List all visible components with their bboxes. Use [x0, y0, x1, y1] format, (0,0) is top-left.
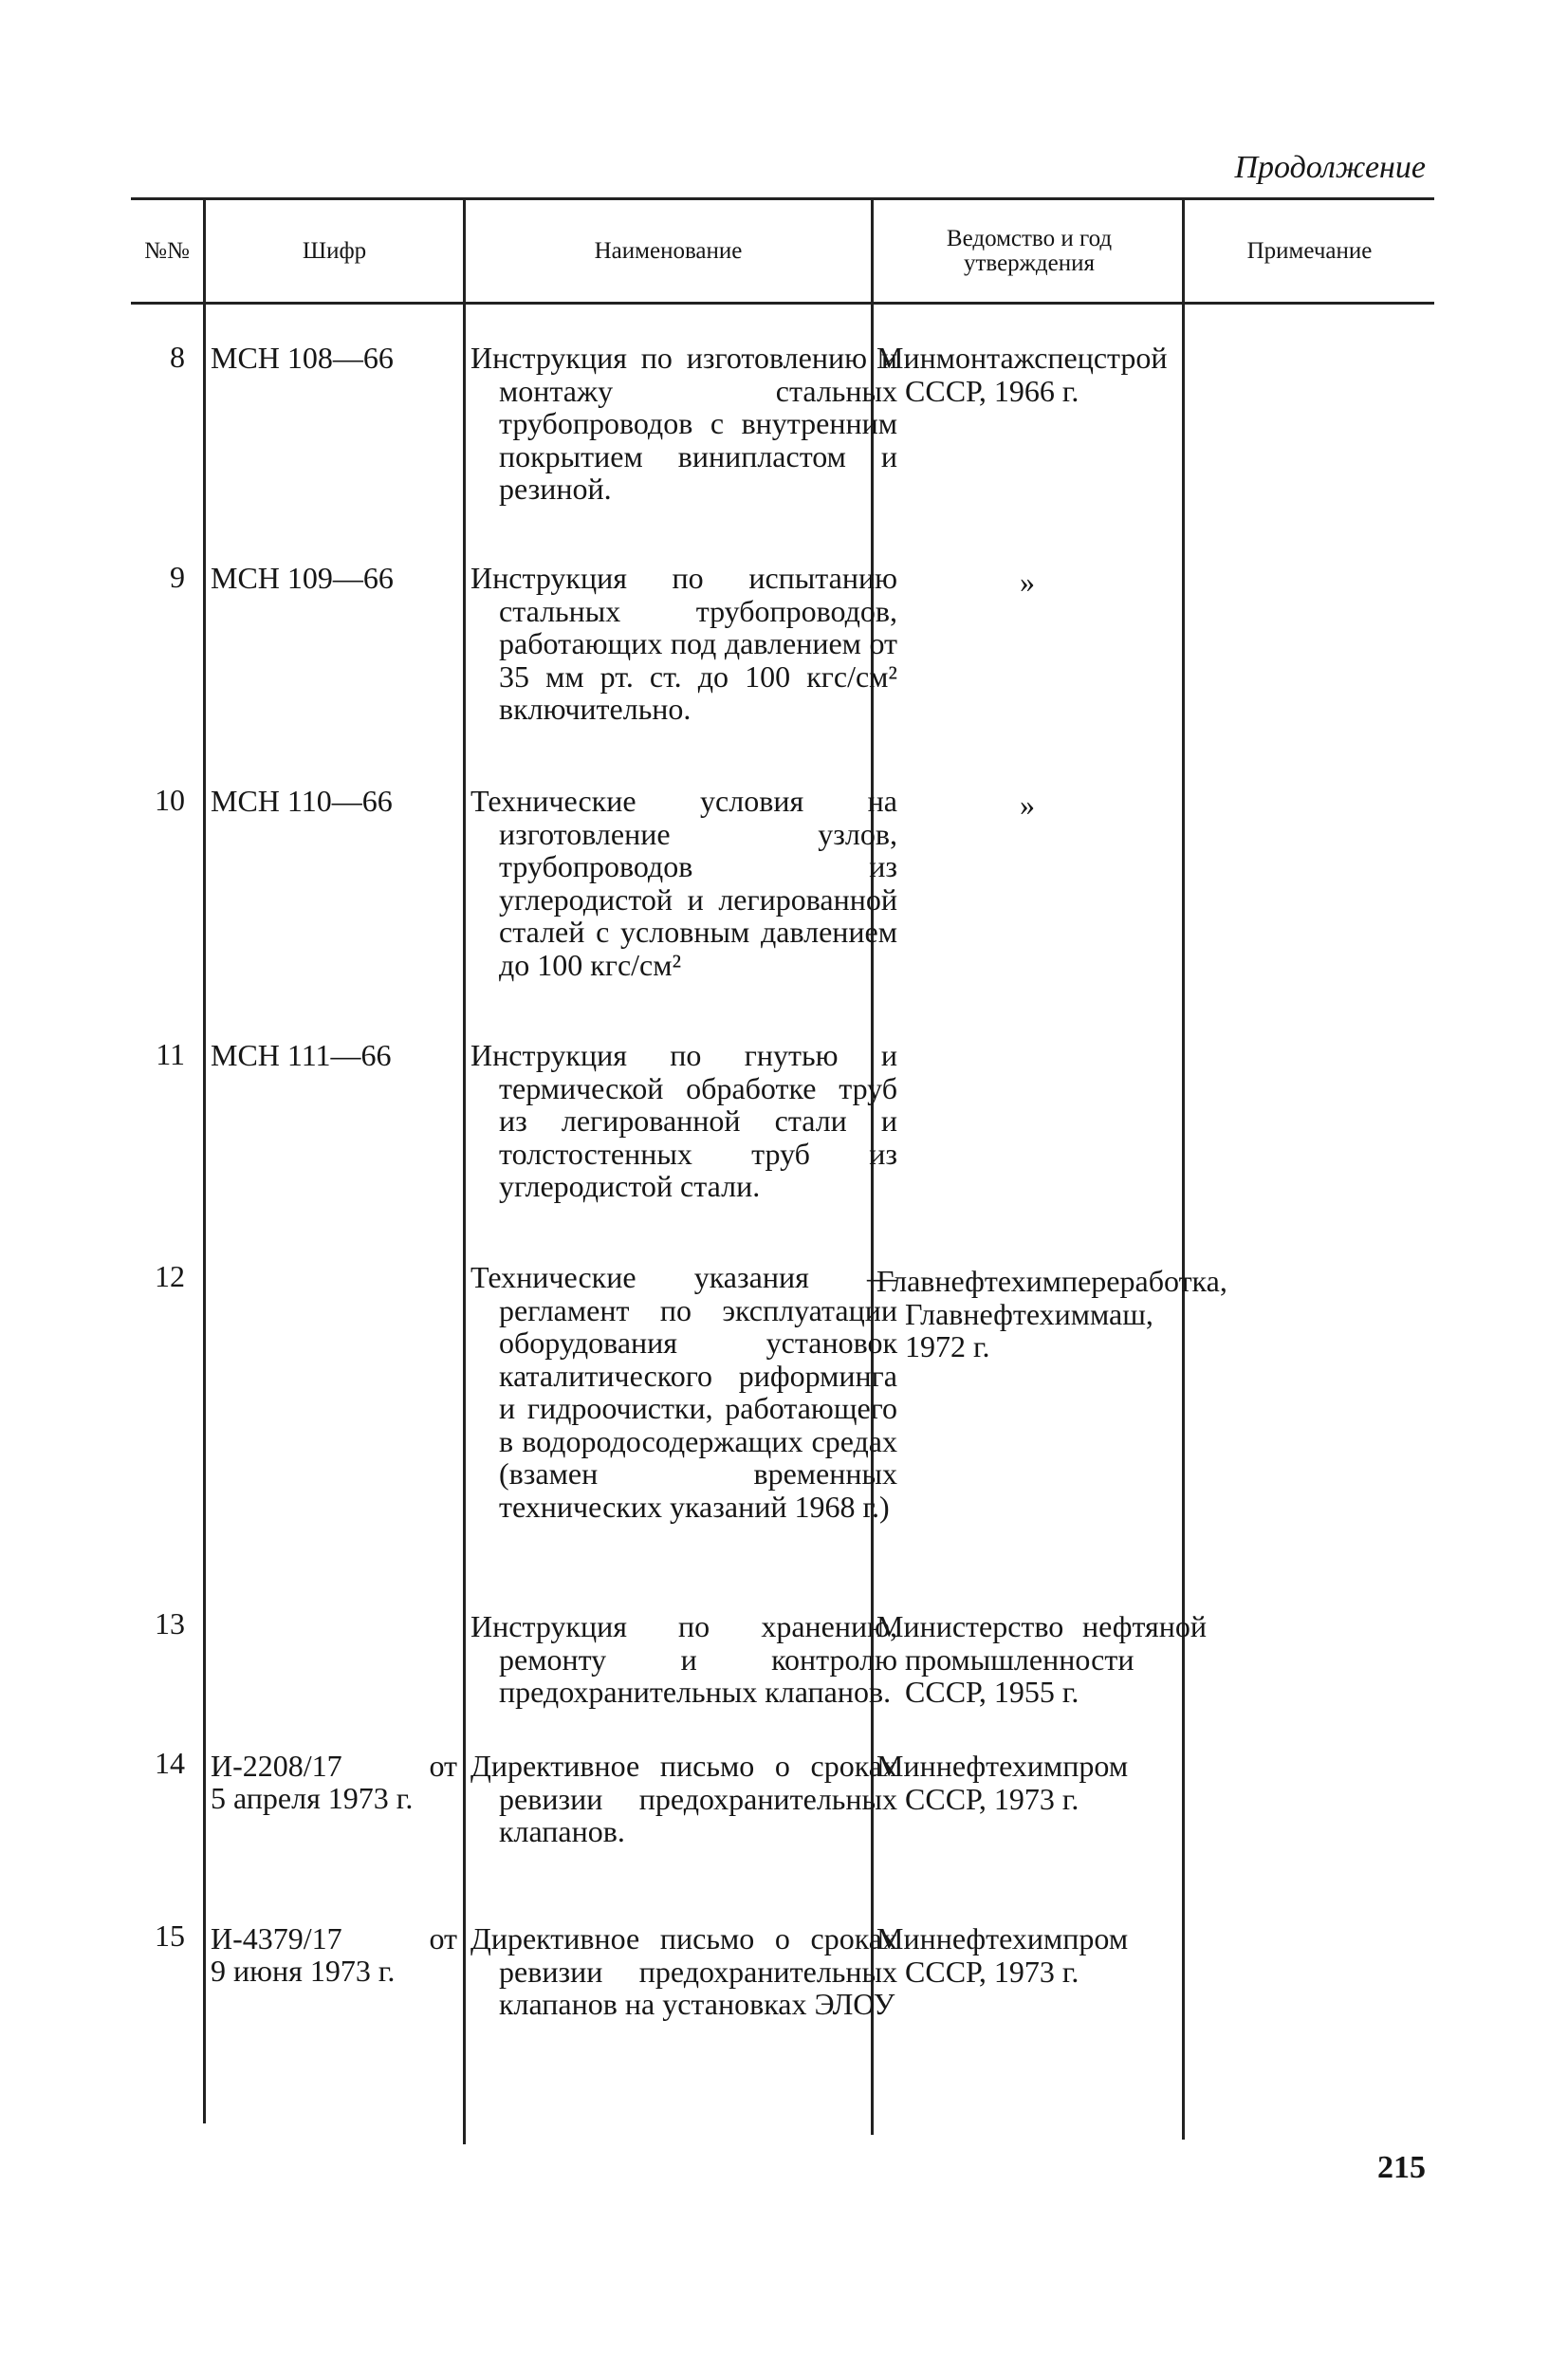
row-cipher: И-2208/17 от 5 апреля 1973 г. — [211, 1749, 457, 1815]
row-number: 12 — [155, 1259, 185, 1293]
header-name: Наименование — [594, 238, 743, 264]
row-name: Технические условия на изготовление узлов, трубопроводов из углеродистой и легированной сталей с условным давлением до 100 кгс/см² — [470, 784, 897, 982]
row-name: Технические указания — регламент по эксплуатации оборудования установок каталитического риформинга и гидроочистки, работающего в водородосодержащих средах (взамен временных технических указаний 1968 г.) — [470, 1260, 897, 1524]
row-cipher: МСН 110—66 — [211, 784, 393, 818]
row-cipher: МСН 109—66 — [211, 561, 394, 595]
header-number: №№ — [144, 238, 190, 264]
row-number: 11 — [156, 1037, 185, 1071]
row-number: 15 — [155, 1918, 185, 1953]
row-agency: Миннефтехимпром СССР, 1973 г. — [876, 1921, 1129, 1989]
row-agency: Миннефтехимпром СССР, 1973 г. — [876, 1749, 1129, 1816]
row-agency: Министерство нефтяной промышленности СССР, 1955 г. — [876, 1609, 1207, 1709]
header-cipher: Шифр — [302, 238, 367, 264]
row-name: Инструкция по хранению, ремонту и контролю предохранительных клапанов. — [470, 1609, 897, 1709]
table-header-rule — [131, 302, 1434, 305]
table-top-rule — [131, 197, 1434, 200]
column-divider-4 — [1182, 199, 1185, 2140]
row-agency: Главнефтехимпереработка, Главнефтехиммаш, 1972 г. — [876, 1264, 1227, 1363]
row-agency: » — [1020, 788, 1035, 822]
header-agency: Ведомство и год утверждения — [946, 226, 1113, 276]
row-number: 13 — [155, 1606, 185, 1640]
row-agency: » — [1020, 565, 1035, 599]
row-agency: Минмонтажспецстрой СССР, 1966 г. — [876, 341, 1168, 408]
row-cipher: МСН 108—66 — [211, 341, 394, 375]
row-cipher: МСН 111—66 — [211, 1038, 392, 1072]
row-number: 9 — [170, 560, 185, 594]
row-name: Инструкция по испытанию стальных трубопроводов, работающих под давлением от 35 мм рт. ст. до 100 кгс/см² включительно. — [470, 561, 897, 726]
header-note: Примечание — [1246, 238, 1373, 264]
row-name: Директивное письмо о сроках ревизии предохранительных клапанов. — [470, 1749, 897, 1848]
row-number: 8 — [170, 340, 185, 374]
row-name: Инструкция по изготовлению и монтажу стальных трубопроводов с внутренним покрытием винипластом и резиной. — [470, 341, 897, 506]
column-divider-1 — [203, 199, 206, 2123]
page-number: 215 — [1377, 2150, 1426, 2185]
column-divider-2 — [463, 199, 466, 2144]
row-name: Директивное письмо о сроках ревизии предохранительных клапанов на установках ЭЛОУ — [470, 1921, 897, 2021]
row-cipher: И-4379/17 от 9 июня 1973 г. — [211, 1921, 457, 1988]
row-name: Инструкция по гнутью и термической обработке труб из легированной стали и толстостенных труб из углеродистой стали. — [470, 1038, 897, 1203]
row-number: 14 — [155, 1746, 185, 1780]
row-number: 10 — [155, 783, 185, 817]
continuation-label: Продолжение — [1234, 150, 1426, 185]
